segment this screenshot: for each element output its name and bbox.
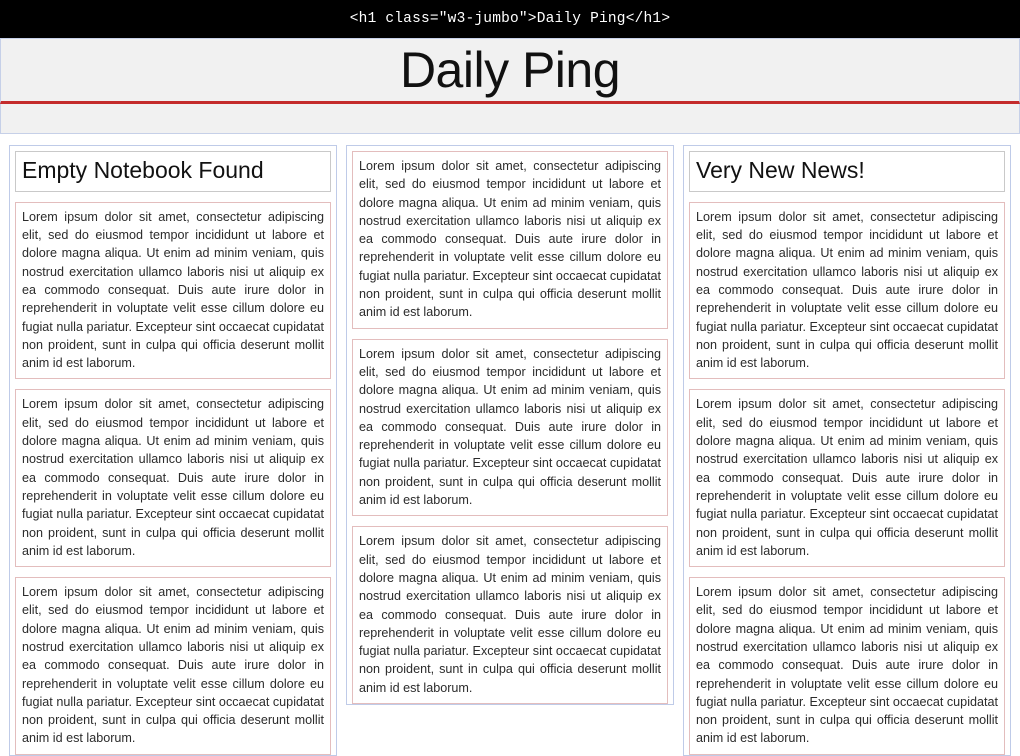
article-paragraph: Lorem ipsum dolor sit amet, consectetur adipiscing elit, sed do eiusmod tempor incididunt ut labore et dolore magna aliqua. Ut enim ad minim veniam, quis nostrud exercitation ullamco laboris nisi ut aliquip ex ea commodo consequat. Duis aute irure dolor in reprehenderit in voluptate velit esse cillum dolore eu fugiat nulla pariatur. Excepteur sint occaecat cupidatat non proident, sunt in culpa qui officia deserunt mollit anim id est laborum. [689, 577, 1005, 755]
navigation-bar[interactable] [0, 104, 1020, 134]
article-paragraph: Lorem ipsum dolor sit amet, consectetur adipiscing elit, sed do eiusmod tempor incididunt ut labore et dolore magna aliqua. Ut enim ad minim veniam, quis nostrud exercitation ullamco laboris nisi ut aliquip ex ea commodo consequat. Duis aute irure dolor in reprehenderit in voluptate velit esse cillum dolore eu fugiat nulla pariatur. Excepteur sint occaecat cupidatat non proident, sunt in culpa qui officia deserunt mollit anim id est laborum. [352, 151, 668, 329]
article-columns [0, 145, 1020, 756]
content-spacer [0, 134, 1020, 145]
source-code-banner-text: <h1 class="w3-jumbo">Daily Ping</h1> [349, 11, 671, 27]
source-code-banner [0, 0, 1020, 38]
article-column [9, 145, 337, 756]
article-column [346, 145, 674, 705]
article-heading: Very New News! [689, 151, 1005, 192]
article-paragraph: Lorem ipsum dolor sit amet, consectetur adipiscing elit, sed do eiusmod tempor incididunt ut labore et dolore magna aliqua. Ut enim ad minim veniam, quis nostrud exercitation ullamco laboris nisi ut aliquip ex ea commodo consequat. Duis aute irure dolor in reprehenderit in voluptate velit esse cillum dolore eu fugiat nulla pariatur. Excepteur sint occaecat cupidatat non proident, sunt in culpa qui officia deserunt mollit anim id est laborum. [352, 339, 668, 517]
article-paragraph: Lorem ipsum dolor sit amet, consectetur adipiscing elit, sed do eiusmod tempor incididunt ut labore et dolore magna aliqua. Ut enim ad minim veniam, quis nostrud exercitation ullamco laboris nisi ut aliquip ex ea commodo consequat. Duis aute irure dolor in reprehenderit in voluptate velit esse cillum dolore eu fugiat nulla pariatur. Excepteur sint occaecat cupidatat non proident, sunt in culpa qui officia deserunt mollit anim id est laborum. [15, 202, 331, 380]
article-paragraph: Lorem ipsum dolor sit amet, consectetur adipiscing elit, sed do eiusmod tempor incididunt ut labore et dolore magna aliqua. Ut enim ad minim veniam, quis nostrud exercitation ullamco laboris nisi ut aliquip ex ea commodo consequat. Duis aute irure dolor in reprehenderit in voluptate velit esse cillum dolore eu fugiat nulla pariatur. Excepteur sint occaecat cupidatat non proident, sunt in culpa qui officia deserunt mollit anim id est laborum. [15, 389, 331, 567]
article-heading: Empty Notebook Found [15, 151, 331, 192]
site-masthead [0, 38, 1020, 104]
article-paragraph: Lorem ipsum dolor sit amet, consectetur adipiscing elit, sed do eiusmod tempor incididunt ut labore et dolore magna aliqua. Ut enim ad minim veniam, quis nostrud exercitation ullamco laboris nisi ut aliquip ex ea commodo consequat. Duis aute irure dolor in reprehenderit in voluptate velit esse cillum dolore eu fugiat nulla pariatur. Excepteur sint occaecat cupidatat non proident, sunt in culpa qui officia deserunt mollit anim id est laborum. [689, 202, 1005, 380]
article-column [683, 145, 1011, 756]
article-paragraph: Lorem ipsum dolor sit amet, consectetur adipiscing elit, sed do eiusmod tempor incididunt ut labore et dolore magna aliqua. Ut enim ad minim veniam, quis nostrud exercitation ullamco laboris nisi ut aliquip ex ea commodo consequat. Duis aute irure dolor in reprehenderit in voluptate velit esse cillum dolore eu fugiat nulla pariatur. Excepteur sint occaecat cupidatat non proident, sunt in culpa qui officia deserunt mollit anim id est laborum. [689, 389, 1005, 567]
article-paragraph: Lorem ipsum dolor sit amet, consectetur adipiscing elit, sed do eiusmod tempor incididunt ut labore et dolore magna aliqua. Ut enim ad minim veniam, quis nostrud exercitation ullamco laboris nisi ut aliquip ex ea commodo consequat. Duis aute irure dolor in reprehenderit in voluptate velit esse cillum dolore eu fugiat nulla pariatur. Excepteur sint occaecat cupidatat non proident, sunt in culpa qui officia deserunt mollit anim id est laborum. [352, 526, 668, 704]
article-paragraph: Lorem ipsum dolor sit amet, consectetur adipiscing elit, sed do eiusmod tempor incididunt ut labore et dolore magna aliqua. Ut enim ad minim veniam, quis nostrud exercitation ullamco laboris nisi ut aliquip ex ea commodo consequat. Duis aute irure dolor in reprehenderit in voluptate velit esse cillum dolore eu fugiat nulla pariatur. Excepteur sint occaecat cupidatat non proident, sunt in culpa qui officia deserunt mollit anim id est laborum. [15, 577, 331, 755]
page-title: Daily Ping [399, 42, 621, 98]
